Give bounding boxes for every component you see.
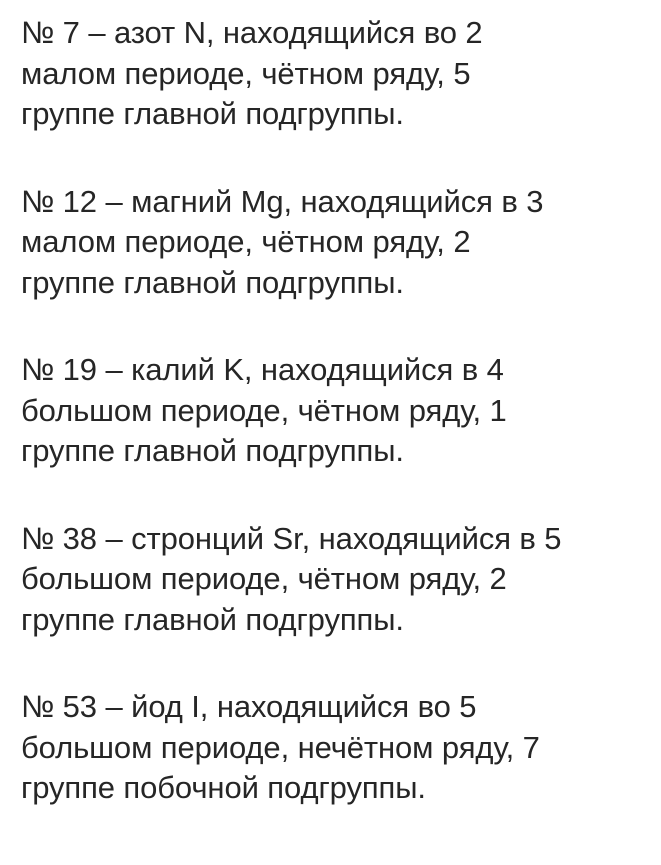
element-entry-potassium xyxy=(21,350,653,472)
entry-line: № 38 – стронций Sr, находящийся в 5 xyxy=(21,520,562,556)
entry-line: группе побочной подгруппы. xyxy=(21,770,426,805)
entry-line: группе главной подгруппы. xyxy=(21,264,404,300)
entry-line: большом периоде, чётном ряду, 2 xyxy=(21,561,507,596)
entry-line: № 53 – йод I, находящийся во 5 xyxy=(21,689,477,724)
entry-line: № 19 – калий K, находящийся в 4 xyxy=(21,352,504,387)
document-body xyxy=(21,13,653,856)
entry-line: № 7 – азот N, находящийся во 2 xyxy=(21,15,483,50)
entry-line: № 12 – магний Mg, находящийся в 3 xyxy=(21,183,544,219)
entry-line: группе главной подгруппы. xyxy=(21,96,404,131)
element-entry-magnesium xyxy=(21,182,653,304)
element-entry-nitrogen xyxy=(21,13,653,135)
element-entry-strontium xyxy=(21,519,653,641)
entry-line: большом периоде, нечётном ряду, 7 xyxy=(21,729,540,765)
entry-line: малом периоде, чётном ряду, 2 xyxy=(21,224,471,259)
entry-line: группе главной подгруппы. xyxy=(21,601,404,637)
element-entry-iodine xyxy=(21,687,653,809)
entry-line: большом периоде, чётном ряду, 1 xyxy=(21,392,507,428)
entry-line: группе главной подгруппы. xyxy=(21,433,404,468)
entry-line: малом периоде, чётном ряду, 5 xyxy=(21,55,471,91)
